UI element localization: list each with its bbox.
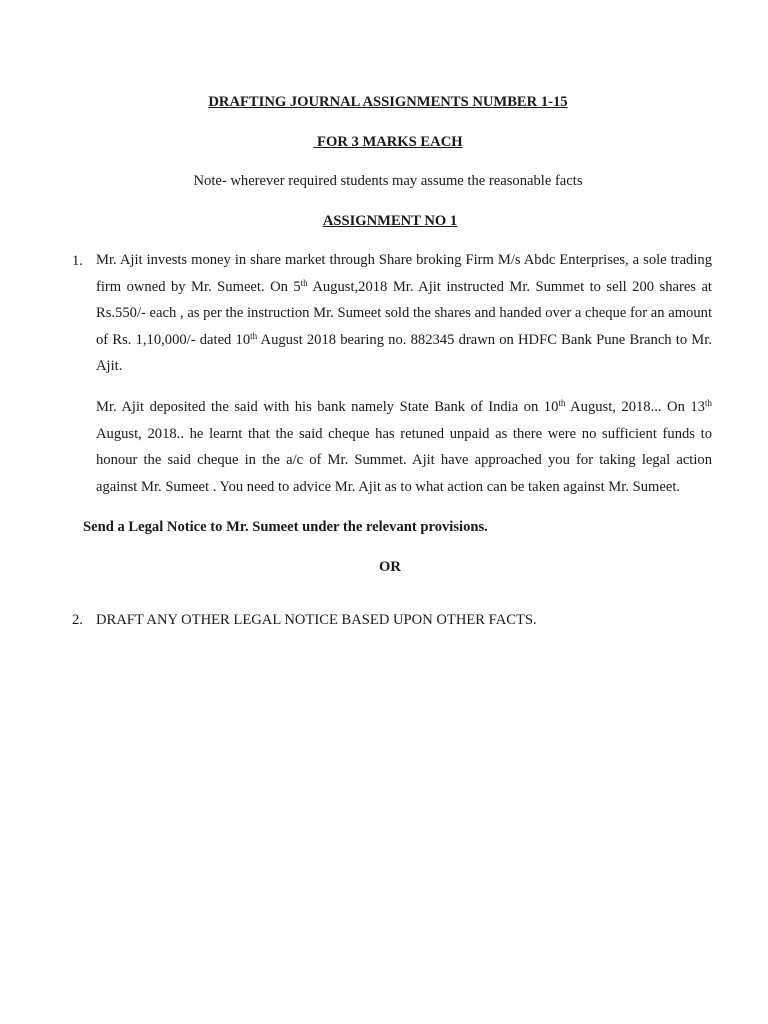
item1-p2-text-b: August, 2018... On 13 bbox=[565, 399, 705, 415]
item2-text: DRAFT ANY OTHER LEGAL NOTICE BASED UPON OTHER FACTS. bbox=[96, 612, 537, 628]
or-separator: OR bbox=[379, 559, 401, 575]
item1-p2-sup-1: th bbox=[558, 398, 566, 408]
item1-p2-sup-2: th bbox=[704, 398, 712, 408]
note-text: Note- wherever required students may assume the reasonable facts bbox=[193, 173, 583, 189]
document-subtitle: FOR 3 MARKS EACH bbox=[313, 134, 463, 150]
item1-paragraph-1 bbox=[96, 247, 712, 380]
item1-p1-sup-1: th bbox=[300, 277, 308, 288]
item1-p2-text-c: August, 2018.. he learnt that the said cheque has retuned unpaid as there were no sufficient funds to honour the said cheque in the a/c of Mr. Summet. Ajit have approached you for taking legal action against Mr. Sumeet . You need to advice Mr. Ajit as to what action can be taken against Mr. Sumeet. bbox=[96, 425, 712, 495]
item-number-1: 1. bbox=[72, 253, 83, 269]
document-title: DRAFTING JOURNAL ASSIGNMENTS NUMBER 1-15 bbox=[208, 94, 568, 110]
item1-p2-text-a: Mr. Ajit deposited the said with his bank namely State Bank of India on 10 bbox=[96, 399, 559, 415]
item-number-2: 2. bbox=[72, 612, 83, 628]
item1-paragraph-2 bbox=[96, 394, 712, 500]
item1-p1-text-a: Mr. Ajit invests money in share market through Share broking Firm M/s Abdc Enterprises, a sole trading firm owned by Mr. Sumeet. On 5 bbox=[96, 252, 712, 295]
item1-p1-sup-2: th bbox=[250, 330, 258, 341]
item1-p1-text-c: August 2018 bearing no. 882345 drawn on HDFC Bank Pune Branch to Mr. Ajit. bbox=[96, 331, 712, 374]
item1-p1-text-b: August,2018 Mr. Ajit instructed Mr. Summet to sell 200 shares at Rs.550/- each , as per the instruction Mr. Sumeet sold the shares and handed over a cheque for an amount of Rs. 1,10,000/- dated 10 bbox=[96, 278, 712, 348]
instruction-text: Send a Legal Notice to Mr. Sumeet under the relevant provisions. bbox=[83, 519, 488, 535]
assignment-heading: ASSIGNMENT NO 1 bbox=[322, 213, 458, 229]
